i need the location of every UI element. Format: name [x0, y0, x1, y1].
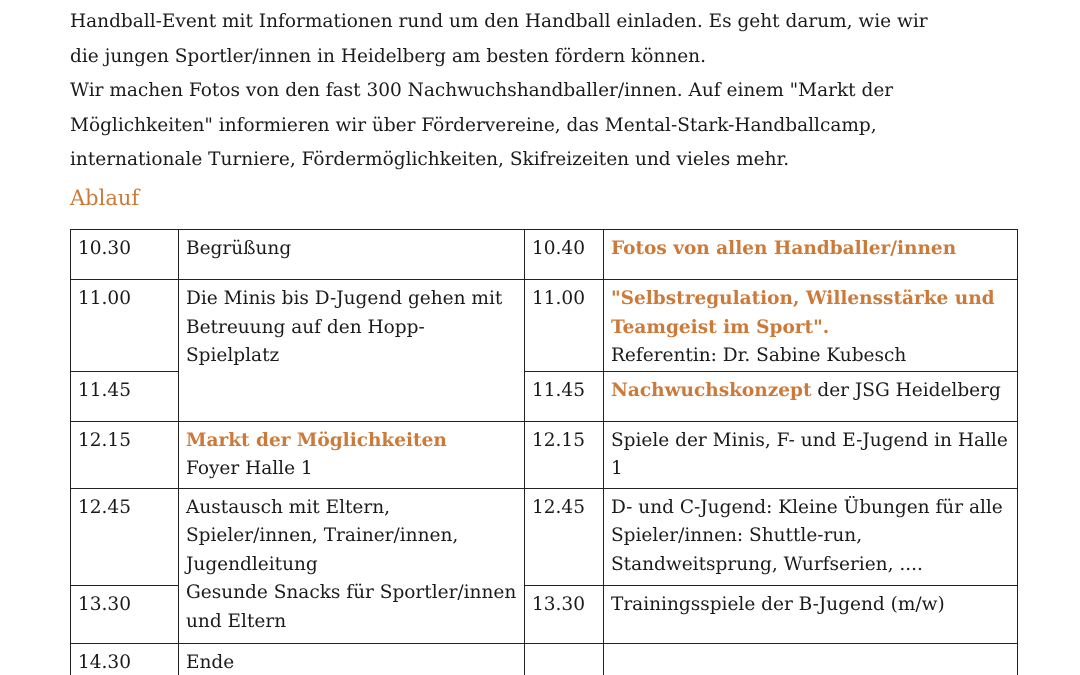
time-cell: 12.45	[525, 488, 604, 585]
highlight-text: Fotos von allen Handballer/innen	[611, 238, 957, 259]
time-cell: 12.45	[71, 488, 179, 585]
time-cell: 14.30	[71, 643, 179, 675]
location-text: Foyer Halle 1	[186, 458, 313, 479]
time-cell: 13.30	[525, 585, 604, 643]
activity-cell	[604, 643, 1018, 675]
activity-cell: Trainingsspiele der B-Jugend (m/w)	[604, 585, 1018, 643]
activity-cell: D- und C-Jugend: Kleine Übungen für alle Spieler/innen: Shuttle-run, Standweitsprung, Wurfserien, ....	[604, 488, 1018, 585]
time-cell: 11.45	[525, 371, 604, 421]
intro-line: Handball-Event mit Informationen rund um den Handball einladen. Es geht darum, wie wir	[70, 11, 928, 32]
highlight-text: Markt der Möglichkeiten	[186, 429, 447, 451]
table-row	[71, 643, 1018, 675]
time-cell: 12.15	[525, 421, 604, 488]
time-cell	[525, 643, 604, 675]
table-row	[71, 488, 1018, 585]
schedule-table	[70, 229, 1018, 675]
time-cell: 13.30	[71, 585, 179, 643]
activity-cell: Die Minis bis D-Jugend gehen mit Betreuung auf den Hopp-Spielplatz	[179, 280, 525, 422]
table-row	[71, 421, 1018, 488]
intro-line: Möglichkeiten" informieren wir über Fördervereine, das Mental-Stark-Handballcamp,	[70, 114, 877, 136]
table-row	[71, 230, 1018, 280]
activity-cell	[604, 280, 1018, 372]
intro-text	[70, 5, 1030, 178]
intro-line: internationale Turniere, Fördermöglichkeiten, Skifreizeiten und vieles mehr.	[70, 149, 790, 170]
time-cell: 11.45	[71, 371, 179, 421]
activity-text: Austausch mit Eltern, Spieler/innen, Trainer/innen, Jugendleitung	[186, 496, 459, 575]
intro-line: Wir machen Fotos von den fast 300 Nachwuchshandballer/innen. Auf einem "Markt der	[70, 80, 894, 101]
time-cell: 11.00	[71, 280, 179, 372]
activity-cell	[604, 230, 1018, 280]
intro-line: die jungen Sportler/innen in Heidelberg am besten fördern können.	[70, 45, 706, 67]
activity-cell	[179, 488, 525, 643]
time-cell: 11.00	[525, 280, 604, 372]
speaker-text: Referentin: Dr. Sabine Kubesch	[611, 345, 907, 366]
time-cell: 10.40	[525, 230, 604, 280]
activity-text: der JSG Heidelberg	[811, 379, 1001, 401]
activity-cell: Begrüßung	[179, 230, 525, 280]
time-cell: 10.30	[71, 230, 179, 280]
highlight-text: "Selbstregulation, Willensstärke und Teamgeist im Sport".	[611, 288, 995, 338]
activity-cell	[604, 371, 1018, 421]
section-heading: Ablauf	[70, 186, 140, 210]
time-cell: 12.15	[71, 421, 179, 488]
table-row	[71, 280, 1018, 372]
activity-cell	[179, 421, 525, 488]
activity-cell: Spiele der Minis, F- und E-Jugend in Halle 1	[604, 421, 1018, 488]
activity-cell: Ende	[179, 643, 525, 675]
activity-text: Gesunde Snacks für Sportler/innen und Eltern	[186, 582, 517, 632]
highlight-text: Nachwuchskonzept	[611, 379, 812, 401]
